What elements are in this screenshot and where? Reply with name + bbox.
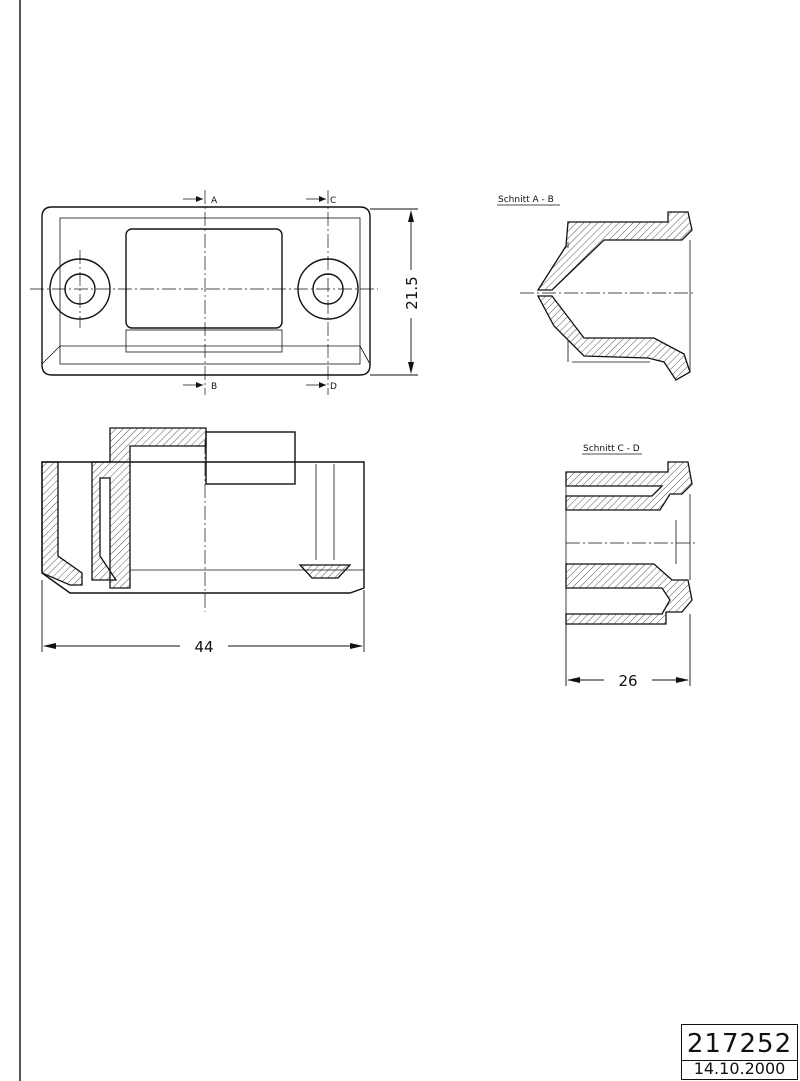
section-label-b: B — [211, 382, 218, 392]
section-label-d: D — [330, 382, 337, 392]
dimension-depth-value: 26 — [618, 672, 638, 690]
length-dimension — [42, 580, 364, 656]
height-dimension — [370, 209, 421, 375]
section-ab-title: Schnitt A - B — [498, 195, 554, 205]
title-block — [681, 1024, 798, 1080]
front-section-view — [42, 428, 364, 612]
section-label-c: C — [330, 196, 337, 206]
drawing-number: 217252 — [686, 1029, 793, 1059]
dimension-height-value: 21.5 — [403, 276, 421, 310]
depth-dimension — [566, 614, 690, 690]
dimension-length-value: 44 — [194, 638, 214, 656]
section-ab-view — [497, 195, 696, 380]
section-cd-title: Schnitt C - D — [583, 444, 640, 454]
section-label-a: A — [211, 196, 218, 206]
top-view — [30, 190, 378, 395]
drawing-date: 14.10.2000 — [693, 1059, 786, 1078]
section-cd-view — [566, 444, 696, 624]
